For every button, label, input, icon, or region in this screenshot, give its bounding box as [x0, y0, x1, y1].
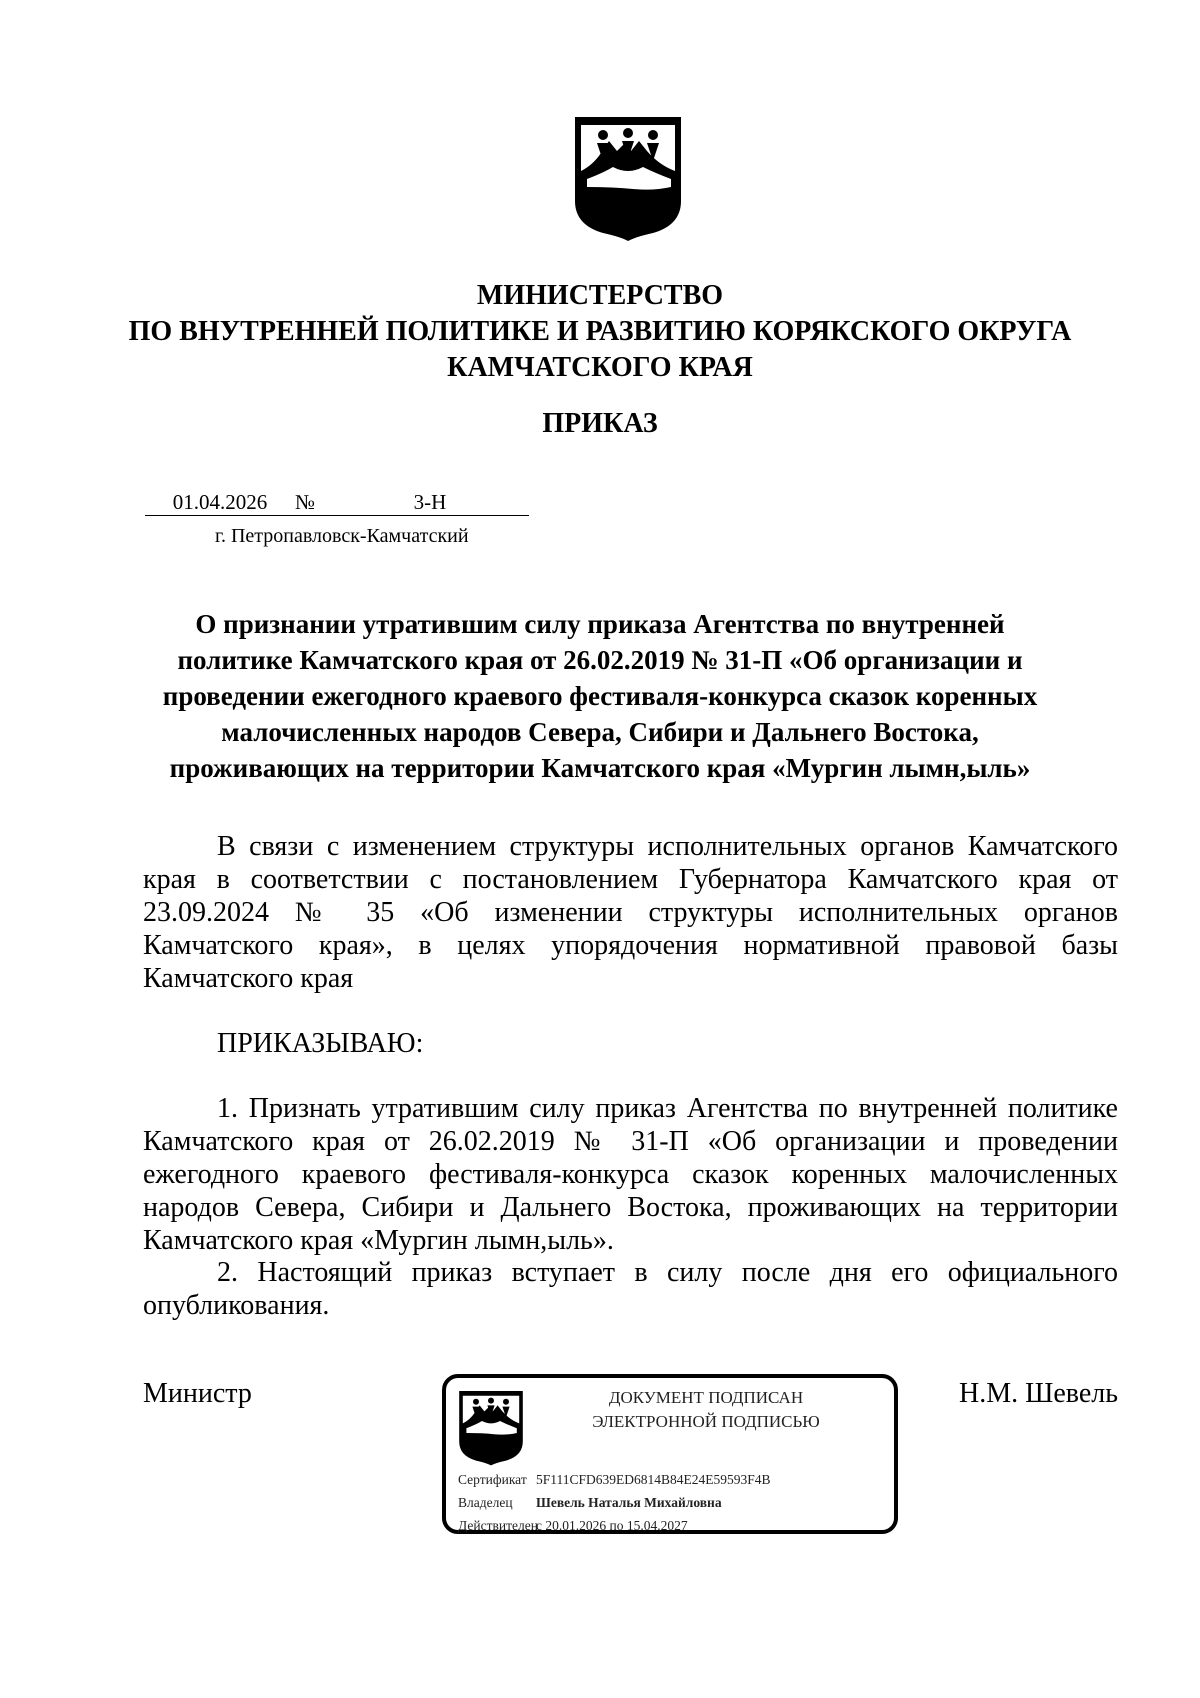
- signer-position: Министр: [143, 1378, 252, 1409]
- owner-value: Шевель Наталья Михайловна: [536, 1495, 722, 1510]
- stamp-owner-row: [458, 1495, 722, 1511]
- kamchatka-coat-of-arms-icon: [573, 113, 683, 241]
- document-date: 01.04.2026: [145, 490, 295, 516]
- number-sign: №: [295, 490, 331, 516]
- owner-label: Владелец: [458, 1495, 513, 1510]
- document-type: ПРИКАЗ: [542, 408, 658, 439]
- stamp-heading-line-1: ДОКУМЕНТ ПОДПИСАН: [608, 1388, 804, 1407]
- date-number-line: [145, 490, 529, 516]
- ministry-line-2: ПО ВНУТРЕННЕЙ ПОЛИТИКЕ И РАЗВИТИЮ КОРЯКСКОГО ОКРУГА: [128, 316, 1072, 347]
- ministry-line-1: МИНИСТЕРСТВО: [476, 280, 724, 311]
- preamble-paragraph: В связи с изменением структуры исполнительных органов Камчатского края в соответствии с постановлением Губернатора Камчатского края от 23.09.2024 № 35 «Об изменении структуры исполнительных органов Камчатского края», в целях упорядочения нормативной правовой базы Камчатского края: [143, 831, 1118, 994]
- ministry-name: [120, 278, 1080, 386]
- document-city: г. Петропавловск-Камчатский: [215, 525, 469, 547]
- stamp-heading: [556, 1386, 856, 1434]
- stamp-certificate-row: [458, 1472, 771, 1488]
- stamp-emblem-icon: [458, 1388, 524, 1466]
- validity-label: Действителен: [458, 1518, 538, 1533]
- document-number: 3-Н: [331, 490, 529, 516]
- stamp-validity-row: [458, 1518, 688, 1534]
- ministry-line-3: КАМЧАТСКОГО КРАЯ: [447, 352, 753, 383]
- order-item-2: 2. Настоящий приказ вступает в силу после дня его официального опубликования.: [143, 1257, 1118, 1321]
- stamp-heading-line-2: ЭЛЕКТРОННОЙ ПОДПИСЬЮ: [592, 1412, 820, 1431]
- document-subject: О признании утратившим силу приказа Агентства по внутренней политике Камчатского края от 26.02.2019 № 31-П «Об организации и проведении ежегодного краевого фестиваля-конкурса сказок коренных малочисленных народов Севера, Сибири и Дальнего Востока, проживающих на территории Камчатского края «Мургин лымн,ыль»: [162, 609, 1038, 783]
- certificate-value: 5F111CFD639ED6814B84E24E59593F4B: [536, 1472, 771, 1487]
- signer-name: Н.М. Шевель: [958, 1378, 1118, 1409]
- certificate-label: Сертификат: [458, 1472, 527, 1487]
- electronic-signature-stamp: [442, 1374, 898, 1534]
- validity-value: с 20.01.2026 по 15.04.2027: [536, 1518, 688, 1533]
- order-item-1: 1. Признать утратившим силу приказ Агентства по внутренней политике Камчатского края от 26.02.2019 № 31-П «Об организации и проведении ежегодного краевого фестиваля-конкурса сказок коренных малочисленных народов Севера, Сибири и Дальнего Востока, проживающих на территории Камчатского края «Мургин лымн,ыль».: [143, 1093, 1118, 1256]
- order-word: ПРИКАЗЫВАЮ:: [217, 1028, 424, 1059]
